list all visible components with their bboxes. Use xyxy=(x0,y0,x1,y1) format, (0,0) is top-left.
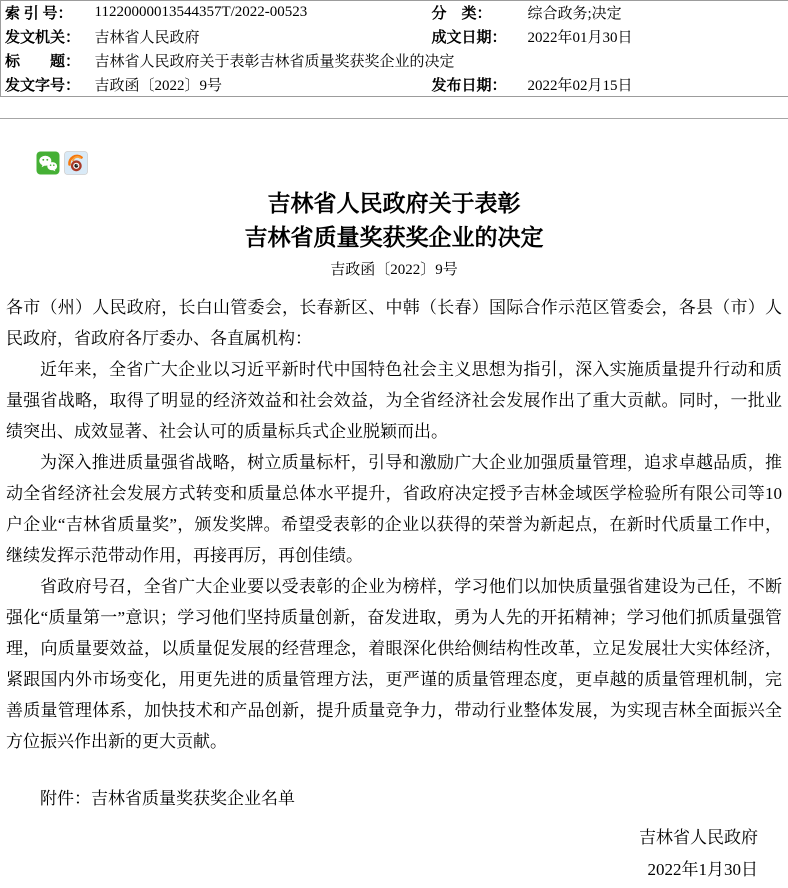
document-title-line1: 吉林省人民政府关于表彰 xyxy=(267,191,521,216)
doc-number-value: 吉政函〔2022〕9号 xyxy=(94,77,223,94)
doc-title-value: 吉林省人民政府关于表彰吉林省质量奖获奖企业的决定 xyxy=(94,54,455,70)
meta-row-title xyxy=(1,49,788,73)
issuing-agency-label: 发文机关： xyxy=(5,30,81,46)
attachment-line: 附件：吉林省质量奖获奖企业名单 xyxy=(40,789,295,808)
meta-row-docno-publish xyxy=(1,73,788,97)
signature-block xyxy=(0,822,788,886)
document-body xyxy=(0,292,788,814)
wechat-share-icon[interactable] xyxy=(36,151,60,175)
paragraph-1: 近年来，全省广大企业以习近平新时代中国特色社会主义思想为指引，深入实施质量提升行动和质量强省战略，取得了明显的经济效益和社会效益，为全省经济社会发展作出了重大贡献。同时，一批业绩突出、成效显著、社会认可的质量标兵式企业脱颖而出。 xyxy=(6,360,782,441)
document-number: 吉政函〔2022〕9号 xyxy=(330,262,458,278)
written-date-value: 2022年01月30日 xyxy=(527,30,633,46)
publish-date-value: 2022年02月15日 xyxy=(527,77,633,94)
meta-row-agency-date xyxy=(1,25,788,49)
category-value: 综合政务;决定 xyxy=(527,6,622,23)
document-title-line2: 吉林省质量奖获奖企业的决定 xyxy=(244,225,544,250)
category-label: 分 类： xyxy=(431,6,492,23)
document-metadata-table xyxy=(0,0,788,97)
doc-title-label: 标 题： xyxy=(5,54,81,70)
doc-number-label: 发文字号： xyxy=(5,77,81,94)
signature-date: 2022年1月30日 xyxy=(647,860,758,879)
salutation: 各市（州）人民政府，长白山管委会，长春新区、中韩（长春）国际合作示范区管委会，各县（市）人民政府，省政府各厅委办、各直属机构： xyxy=(6,298,782,348)
index-number-label: 索 引 号： xyxy=(5,6,73,23)
paragraph-3: 省政府号召，全省广大企业要以受表彰的企业为榜样，学习他们以加快质量强省建设为己任，不断强化“质量第一”意识；学习他们坚持质量创新，奋发进取，勇为人先的开拓精神；学习他们抓质量强管理，向质量要效益，以质量促发展的经营理念，着眼深化供给侧结构性改革，立足发展壮大实体经济，紧跟国内外市场变化，用更先进的质量管理方法，更严谨的质量管理态度，更卓越的质量管理机制，完善质量管理体系，加快技术和产品创新，提升质量竞争力，带动行业整体发展，为实现吉林全面振兴全方位振兴作出新的更大贡献。 xyxy=(6,577,782,751)
index-number-value: 11220000013544357T/2022-00523 xyxy=(94,4,308,21)
header-divider xyxy=(0,118,788,119)
meta-row-index-category xyxy=(1,1,788,25)
document-title xyxy=(0,187,788,255)
signer-name: 吉林省人民政府 xyxy=(639,828,758,847)
weibo-share-icon[interactable] xyxy=(64,151,88,175)
written-date-label: 成文日期： xyxy=(431,30,507,46)
publish-date-label: 发布日期： xyxy=(431,77,507,94)
issuing-agency-value: 吉林省人民政府 xyxy=(94,30,200,46)
share-icons-bar xyxy=(36,151,788,175)
paragraph-2: 为深入推进质量强省战略，树立质量标杆，引导和激励广大企业加强质量管理，追求卓越品质，推动全省经济社会发展方式转变和质量总体水平提升，省政府决定授予吉林金域医学检验所有限公司等10户企业“吉林省质量奖”，颁发奖牌。希望受表彰的企业以获得的荣誉为新起点，在新时代质量工作中，继续发挥示范带动作用，再接再厉，再创佳绩。 xyxy=(6,453,782,565)
